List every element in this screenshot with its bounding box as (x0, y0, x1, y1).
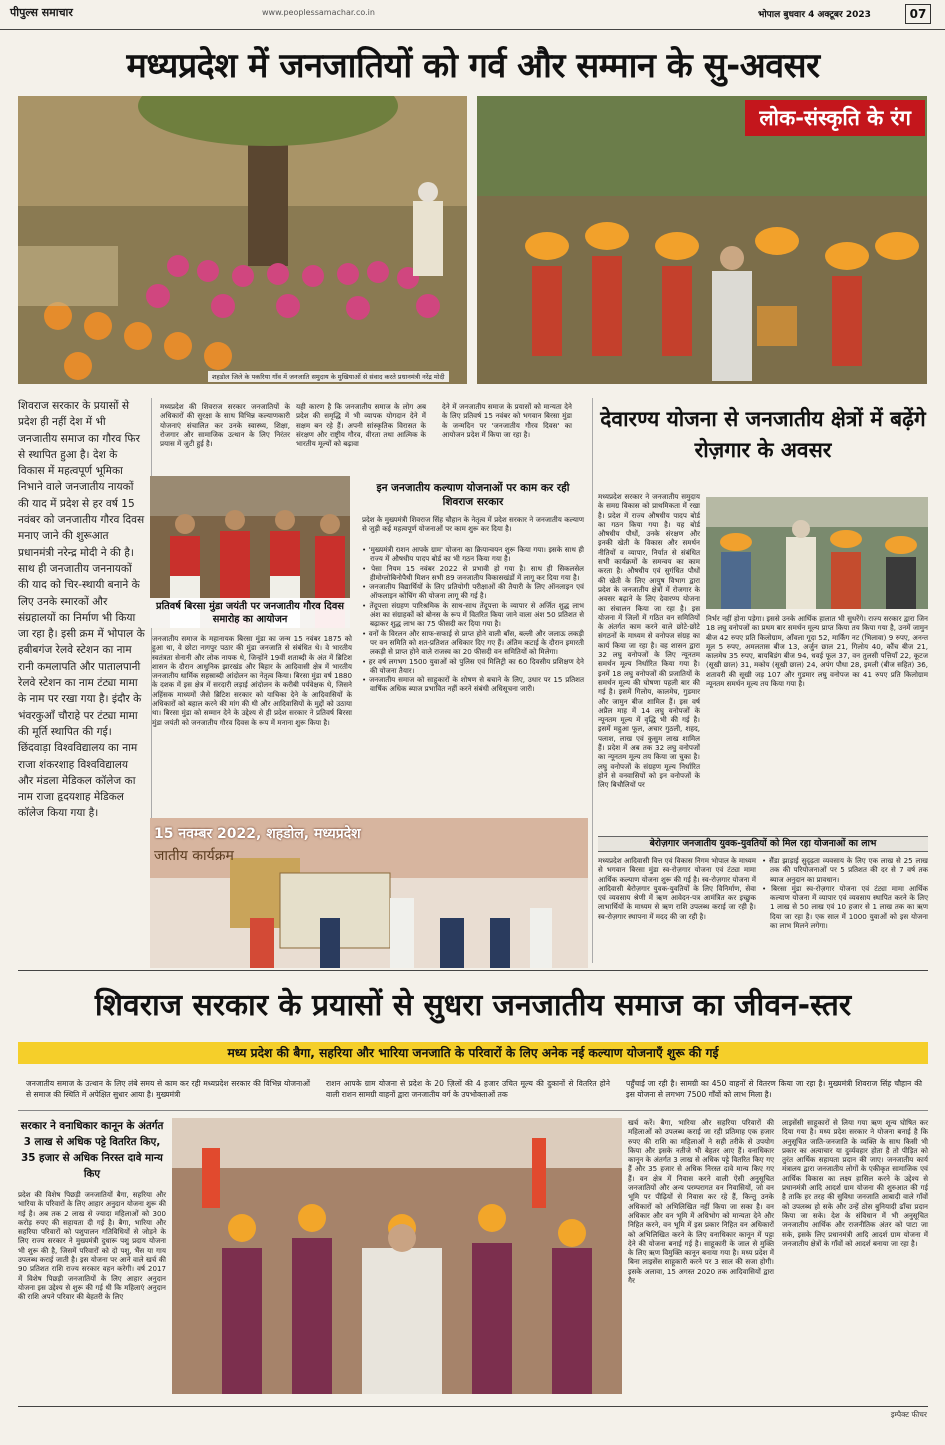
photo-folk-culture (477, 96, 927, 384)
dateline: भोपाल बुधवार 4 अक्टूबर 2023 (758, 10, 871, 20)
photo-pm-tribal-dialogue (18, 96, 467, 384)
bottom-col2: खर्च करें। बैगा, भारिया और सहरिया परिवारों की महिलाओं को उपलब्ध कराई जा रही प्रतिमाह एक हजार रुपए की राशि का महिलाओं ने सही तरीके से उपयोग किया और इसके नतीजे भी बेहतर आए हैं। वनाधिकार कानून के अंतर्गत 3 लाख से अधिक पट्टे वितरित किए गए हैं और 35 हजार से अधिक निरस्त दावे मान्य किए गए हैं। वन क्षेत्र में निवास करने वाली ऐसी अनुसूचित जनजातियों और अन्य परम्परागत वन निवासियों, जो वन भूमि पर पीढ़ियों से निवास कर रहे हैं, किन्तु उनके अधिकारों को अभिलिखित नहीं किया जा सका है। वन अधिकार और वन भूमि में अधिभोग को मान्यता देने और निहित करने, वन भूमि में इस प्रकार निहित वन अधिकारों को अभिलिखित करने के लिए वनाधिकार कानून में पट्टा देने की योजना बनाई गई है। साहूकारी के जाल से मुक्ति के लिए ऋण विमुक्ति कानून बनाया गया है। मध्य प्रदेश में बिना लाइसेंस साहूकारी करने पर 3 साल की सजा होगी। इसके अलावा, 15 अगस्त 2020 तक आदिवासियों द्वारा गैर (628, 1118, 774, 1286)
intro-col2: राशन आपके ग्राम योजना से प्रदेश के 20 ज़िलों की 4 हजार उचित मूल्य की दुकानों से वितरित होने वाली राशन सामग्री वाहनों द्वारा जनजातीय वर्ग के उपभोक्ताओं तक (326, 1079, 610, 1099)
big-headline: शिवराज सरकार के प्रयासों से सुधरा जनजातीय समाज का जीवन-स्तर (94, 988, 852, 1023)
photo-celebration (172, 1118, 622, 1394)
intro-col3: पहुँचाई जा रही है। सामग्री का 450 वाहनों से वितरण किया जा रहा है। मुख्यमंत्री शिवराज सिंह चौहान की इस योजना से लगभग 7500 गाँवों को लाभ मिला है। (626, 1079, 922, 1099)
devaranya-col2: निर्भर नहीं होना पड़ेगा। इससे उनके आर्थिक हालात भी सुधरेंगे। राज्य सरकार द्वारा जिन 18 लघु वनोपजों का प्रथम बार समर्थन मूल्य प्राप्त किया तय किया गया है, उनमें जामुन बीज 42 रुपए प्रति किलोग्राम, आँवला गूदा 52, मार्किंग नट (भिलावा) 9 रुपए, अनन्त मूल 5 रुपए, अमलतास बीज 13, अर्जुन छाल 21, गिलोय 40, कौंच बीज 21, कालमेघ 35 रुपए, बायबिडंग बीज 94, धवई फूल 37, वन तुलसी पत्तियाँ 22, कूटज (सूखी छाल) 31, मकोय (सूखी छाल) 24, अपंग पौधा 28, इमली (बीज सहित) 36, शतावरी की सूखी जड़ 107 और गुडमार लघु वनोपज का 41 रुपए प्रति किलोग्राम न्यूनतम समर्थन मूल्य तय किया गया है। (706, 614, 928, 689)
patta-heading: सरकार ने वनाधिकार कानून के अंतर्गत 3 लाख से अधिक पट्टे वितरित किए, 35 हजार से अधिक निरस्त दावे मान्य किए (20, 1120, 164, 1180)
rozgar-item: • बिरसा मुंडा स्व-रोज़गार योजना एवं टंट्या मामा आर्थिक कल्याण योजना में व्यापार एवं व्यवसाय स्थापित करने के लिए 1 लाख से 50 लाख एवं 10 हजार से 1 लाख तक का ऋण दिया जा रहा है। एक साल में 1000 युवाओं को इस योजना का लाभ मिलने लगेगा। (762, 883, 928, 931)
devaranya-heading: देवारण्य योजना से जनजातीय क्षेत्रों में बढ़ेंगे रोज़गार के अवसर (600, 407, 926, 462)
intro-col1: जनजातीय समाज के उत्थान के लिए लंबे समय से काम कर रही मध्यप्रदेश सरकार की विभिन्न योजनाओं से समाज की स्थिति में अपेक्षित सुधार आया है। मुख्यमंत्री (26, 1079, 310, 1099)
welfare-intro: प्रदेश के मुख्यमंत्री शिवराज सिंह चौहान के नेतृत्व में प्रदेश सरकार ने जनजातीय कल्याण से जुड़ी कई महत्वपूर्ण योजनाओं पर काम शुरू कर दिया है। (362, 515, 584, 534)
welfare-item: • 'मुख्यमंत्री राशन आपके ग्राम' योजना का क्रियान्वयन शुरू किया गया। इसके साथ ही राज्य में औषधीय पादप बोर्ड का भी गठन किया गया है। (362, 545, 584, 564)
rozgar-col1: मध्यप्रदेश आदिवासी वित्त एवं विकास निगम भोपाल के माध्यम से भगवान बिरसा मुंडा स्व-रोज़गार योजना एवं टंट्या मामा आर्थिक कल्याण योजना शुरू की गई है। स्व-रोज़गार योजना में आदिवासी बेरोज़गार युवक-युवतियों के लिए विनिर्माण, सेवा एवं व्यवसाय श्रेणी में ऋण आवेदन-पत्र आमंत्रित कर इच्छुक लाभार्थियों के माध्यम से ऋण राशि उपलब्ध कराई जा रही है। स्व-रोज़गार स्थापना में मदद की जा रही है। (598, 856, 756, 921)
leaders-photo-graphic (706, 497, 928, 609)
rozgar-item: • सैंडा झाड़ाई सुदृढ़ता व्यवसाय के लिए एक लाख से 25 लाख तक की परियोजनाओं पर 5 प्रतिशत की दर से 7 वर्ष तक ब्याज अनुदान का प्रावधान। (762, 856, 928, 884)
page-number: 07 (905, 4, 931, 24)
welfare-item: • वनों के विरलन और साफ-सफाई से प्राप्त होने वाली बाँस, बल्ली और जलाऊ लकड़ी पर वन समिति को शत-प्रतिशत अधिकार दिए गए हैं। अंतिम कटाई के दौरान इमारती लकड़ी से प्राप्त होने वाले राजस्व का 20 फीसदी वन समितियों को मिलेगा। (362, 628, 584, 657)
welfare-item: • पेसा नियम 15 नवंबर 2022 से प्रभावी हो गया है। साथ ही सिकलसेल हीमोग्लोबिनोपैथी मिशन सभी 89 जनजातीय विकासखंडों में लागू कर दिया गया है। (362, 563, 584, 582)
section-divider (18, 1110, 928, 1111)
yellow-strip (18, 1042, 928, 1064)
mid-top-col3: देने में जनजातीय समाज के प्रयासों को मान्यता देने के लिए प्रतिवर्ष 15 नवंबर को भगवान बिरसा मुंडा के जन्मदिन पर 'जनजातीय गौरव दिवस' का आयोजन प्रदेश में किया जा रहा है। (442, 402, 572, 439)
welfare-item: • हर वर्ष लगभग 1500 युवाओं को पुलिस एवं मिलिट्री का 60 दिवसीय प्रशिक्षण देने की योजना तैयार। (362, 656, 584, 675)
stage-banner: 15 नवम्बर 2022, शहडोल, मध्यप्रदेश (154, 826, 361, 842)
masthead (0, 0, 945, 30)
footer-credit: इम्पैक्ट फीचर (890, 1410, 927, 1419)
website-url: www.peoplessamachar.co.in (262, 8, 375, 17)
folk-dance-photo-graphic (477, 96, 927, 384)
yellow-strip-text: मध्य प्रदेश की बैगा, सहरिया और भारिया जनजाति के परिवारों के लिए अनेक नई कल्याण योजनाएँ शुरू की गई (227, 1046, 719, 1060)
rozgar-heading-bar (598, 836, 928, 852)
welfare-item: • तेंदूपत्ता संग्रहण पारिश्रमिक के साथ-साथ तेंदूपत्ता के व्यापार से अर्जित शुद्ध लाभ अंश का संग्राहकों को बोनस के रूप में वितरित किया जाने वाला अंश 50 प्रतिशत से बढ़ाकर शुद्ध लाभ का 75 फीसदी कर दिया गया है। (362, 600, 584, 629)
crowd-photo-graphic (18, 96, 467, 384)
patta-text: प्रदेश की विशेष पिछड़ी जनजातियों बैगा, सहरिया और भारिया के परिवारों के लिए आहार अनुदान योजना शुरू की गई है। अब तक 2 लाख से ज्यादा महिलाओं को 300 करोड़ रुपए की सहायता दी गई है। बैगा, भारिया और सहरिया परिवारों को पशुपालन गतिविधियों से जोड़ने के लिए राज्य सरकार ने मुख्यमंत्री दुधारू पशु प्रदाय योजना भी शुरू की है, जिसमें परिवारों को दो पशु, भैंस या गाय उपलब्ध कराई जाती है। इस योजना पर आने वाले खर्च की 90 प्रतिशत राशि राज्य सरकार वहन करेगी। वर्ष 2017 में विशेष पिछड़ी जनजातियों के लिए आहार अनुदान योजना इस उद्देश्य से शुरू की गई थी कि महिलाएं अनुदान की राशि अपने परिवार की बेहतरी के लिए (18, 1190, 166, 1302)
devaranya-col1: मध्यप्रदेश सरकार ने जनजातीय समुदाय के समग्र विकास को प्राथमिकता में रखा है। प्रदेश में राज्य औषधीय पादप बोर्ड का गठन किया गया है। यह बोर्ड औषधीय पौधों, उनके संरक्षण और इनकी खेती के विकास और समर्थन नीतियों व व्यापार, निर्यात से संबंधित सभी कार्यक्रमों के समन्वय का काम करता है। औषधीय एवं सुगंधित पौधों की खेती के लिए आयुष विभाग द्वारा प्रदेश के जनजातीय क्षेत्रों में रोजगार के अवसर बढ़ाने के लिए देवारण्य योजना का संचालन किया जा रहा है। इस योजना में जिलों में गठित वन समितियों के अंतर्गत काम करने वाले छोटे-छोटे संगठनों के माध्यम से वनोपज संग्रह का कार्य किया जा रहा है। वह शासन द्वारा 32 लघु वनोपजों के लिए न्यूनतम समर्थन मूल्य निर्धारित किया गया है। इनमें 18 लघु वनोपजों की प्रजातियों के समर्थन मूल्य की घोषणा पहली बार की गई है। इसमें गिलोय, कालमेघ, गुडमार और जामुन बीज शामिल हैं। इस वर्ष अप्रैल माह में 14 लघु वनोपजों के न्यूनतम मूल्य में वृद्धि भी की गई है। इसमें महुआ फूल, अचार गुठली, शहद, पलाश, लाख एवं कुसुम लाख शामिल हैं। प्रदेश में अब तक 32 लघु वनोपजों का न्यूनतम मूल्य तय किया जा चुका है। लघु वनोपजों के संग्रहण मूल्य निर्धारित होने से वनवासियों को इन वनोपजों के लिए बिचौलियों पर (598, 492, 700, 790)
bottom-col3: लाइसेंसी साहूकारों से लिया गया ऋण शून्य घोषित कर दिया गया है। मध्य प्रदेश सरकार ने योजना बनाई है कि अनुसूचित जाति-जनजाति के व्यक्ति के साथ किसी भी प्रकार का अत्याचार या दुर्व्यवहार होता है तो पीड़ित को तुरंत आर्थिक सहायता प्रदान की जाए। जनजातीय कार्य मंत्रालय द्वारा जनजातीय लोगों के एकीकृत सामाजिक एवं आर्थिक विकास का लक्ष्य हासिल करने के उद्देश्य से प्रधानमंत्री आदि आदर्श ग्राम योजना की शुरुआत की गई है ताकि हर तरह की सुविधा जनजाति आबादी वाले गाँवों को उपलब्ध हो सके और उन्हें ठोस बुनियादी ढाँचा प्रदान किया जा सके। देश के संविधान में भी अनुसूचित जनजातीय आर्थिक और राजनीतिक अंतर को पाटा जा सके, इसके लिए प्रधानमंत्री आदि आदर्श ग्राम योजना में जनजातीय क्षेत्रों के गाँवों को आदर्श बनाया जा रहा है। (782, 1118, 928, 1248)
column-divider (592, 398, 593, 963)
welfare-item: • जनजातीय समाज को साहूकारों के शोषण से बचाने के लिए, उधार पर 15 प्रतिशत वार्षिक अधिक ब्याज प्रभावित नहीं करने संबंधी अधिसूचना जारी। (362, 675, 584, 694)
welfare-heading: इन जनजातीय कल्याण योजनाओं पर काम कर रही शिवराज सरकार (376, 482, 570, 508)
newspaper-logo: पीपुल्स समाचार (10, 6, 73, 19)
mid-top-col2: यही कारण है कि जनजातीय समाज के लोग अब प्रदेश की समृद्धि में भी व्यापक योगदान देने में सक्षम बन रहे हैं। अपनी सांस्कृतिक विरासत के संरक्षण और राष्ट्रीय गौरव, वीरता तथा आत्मिक के भारतीय मूल्यों को बढ़ावा (296, 402, 426, 449)
rozgar-col2 (762, 856, 928, 930)
stage-banner-sub: जातीय कार्यक्रम (154, 848, 234, 864)
photo1-caption: शहडोल जिले के पकरिया गाँव में जनजाति समुदाय के मुखियाओं से संवाद करते प्रधानमंत्री नरेंद्र मोदी (208, 371, 449, 382)
welfare-item: • जनजातीय विद्यार्थियों के लिए प्रतियोगी परीक्षाओं की तैयारी के लिए ऑनलाइन एवं ऑफलाइन कोचिंग की योजना लागू की गई है। (362, 582, 584, 601)
rozgar-heading: बेरोज़गार जनजातीय युवक-युवतियों को मिल रहा योजनाओं का लाभ (649, 838, 877, 849)
photo-shahdol-stage (150, 818, 588, 968)
celebration-photo-graphic (172, 1118, 622, 1394)
section-divider (18, 970, 928, 971)
left-column-text: शिवराज सरकार के प्रयासों से प्रदेश ही नहीं देश में भी जनजातीय समाज का गौरव फिर से स्थापित हुआ है। देश के विकास में महत्वपूर्ण भूमिका निभाने वाले जनजातीय नायकों की याद में प्रदेश से हर वर्ष 15 नवंबर को जनजातीय गौरव दिवस मनाए जाने की शुरूआत प्रधानमंत्री नरेन्द्र मोदी ने की है। साथ ही जनजातीय जननायकों की याद को चिर-स्थायी बनाने के लिए उनके स्मारकों और संग्रहालयों का निर्माण भी किया जा रहा है। इसी क्रम में भोपाल के हबीबगंज रेलवे स्टेशन का नाम रानी कमलापति और पातालपानी रेलवे स्टेशन का नाम टंट्या मामा के नाम पर रखा गया है। इंदौर के भंवरकुआँ चौराहे पर टंट्या मामा की मूर्ति स्थापित की गई। छिंदवाड़ा विश्वविद्यालय का नाम राजा शंकरशाह विश्वविद्यालय और मंडला मेडिकल कॉलेज का नाम राजा हृदयशाह मेडिकल कॉलेज किया गया है। (18, 400, 145, 820)
birsa-heading: प्रतिवर्ष बिरसा मुंडा जयंती पर जनजातीय गौरव दिवस समारोह का आयोजन (150, 598, 350, 628)
main-headline: मध्यप्रदेश में जनजातियों को गर्व और सम्मान के सु-अवसर (126, 46, 820, 86)
photo-devaranya (706, 497, 928, 609)
welfare-list (362, 545, 584, 694)
photo-birsa-dancers (150, 476, 350, 628)
footer-rule (18, 1406, 928, 1407)
mid-top-col1: मध्यप्रदेश की शिवराज सरकार जनजातियों के अधिकारों की सुरक्षा के साथ विभिन्न कल्याणकारी योजनाएं संचालित कर उनके स्वास्थ्य, शिक्षा, रोजगार और सामाजिक उत्थान के लिए निरंतर प्रयास में जुटी हुई है। (160, 402, 290, 449)
birsa-text: जनजातीय समाज के महानायक बिरसा मुंडा का जन्म 15 नवंबर 1875 को हुआ था, वे छोटा नागपुर पठार की मुंडा जनजाति से संबंधित थे। वे भारतीय स्वतंत्रता सेनानी और लोक नायक थे, जिन्होंने 19वीं शताब्दी के अंत में ब्रिटिश शासन के दौरान आधुनिक झारखंड और बिहार के आदिवासी क्षेत्र में भारतीय जनजातीय धार्मिक सहस्राब्दी आंदोलन का नेतृत्व किया। बिरसा मुंडा वर्ष 1880 के दशक में इस क्षेत्र में सरदारी लड़ाई आंदोलन के करीबी पर्यवेक्षक थे, जिसने अहिंसक माध्यमों जैसे ब्रिटिश सरकार को याचिका देने के आदिवासियों के अधिकारों को बहाल करने की मांग की थी और आदिवासियों के मुद्दों को उठाया था। बिरसा मुंडा को सम्मान देने के उद्देश्य से ही प्रदेश सरकार ने प्रतिवर्ष बिरसा मुंडा जयंती को जनजातीय गौरव दिवस के रूप में मनाना शुरू किया है। (152, 634, 352, 727)
banner-folk-culture: लोक-संस्कृति के रंग (745, 100, 925, 136)
